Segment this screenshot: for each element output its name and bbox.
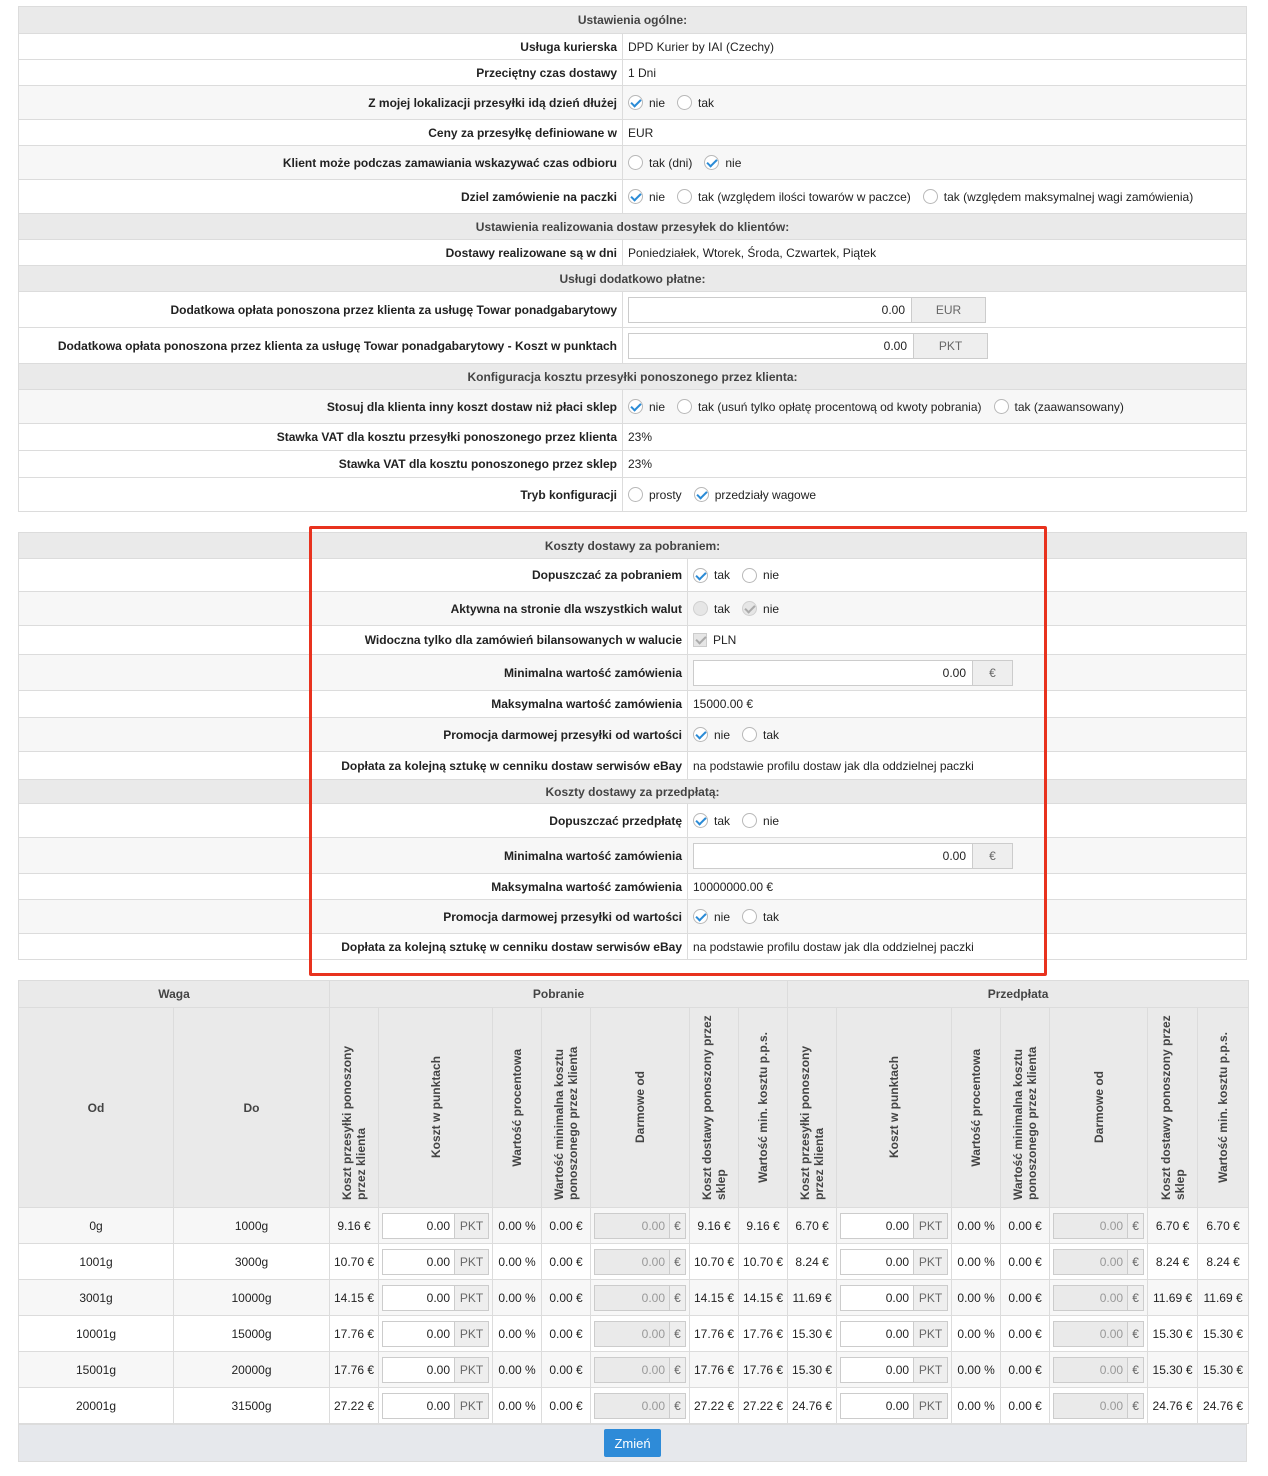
col-prepaid-min-pps: Wartość min. kosztu p.p.s. [1216, 1032, 1231, 1183]
table-cell: 9.16 € [330, 1208, 379, 1244]
radio-checked-icon[interactable] [628, 95, 643, 110]
table-cell: 11.69 € [788, 1280, 837, 1316]
free-from-input: 0.00 € [594, 1213, 686, 1239]
points-input[interactable]: 0.00 PKT [382, 1285, 489, 1311]
prepaid-min-label: Minimalna wartość zamówienia [19, 838, 688, 873]
col-prepaid-client-cost: Koszt przesyłki ponoszony przez klienta [798, 1045, 827, 1200]
table-cell: 0.00 % [493, 1244, 542, 1280]
prepaid-promo-row [19, 899, 1246, 933]
delivery-days-value: Poniedziałek, Wtorek, Środa, Czwartek, Piątek [628, 245, 877, 260]
table-cell: 10.70 € [330, 1244, 379, 1280]
extra-header: Usługi dodatkowo płatne: [19, 265, 1246, 291]
table-cell: 15.30 € [1148, 1352, 1198, 1388]
table-cell: 8.24 € [1198, 1244, 1249, 1280]
col-cod-min-pps: Wartość min. kosztu p.p.s. [756, 1032, 771, 1183]
radio-icon[interactable] [677, 189, 692, 204]
table-cell: 0.00 % [952, 1316, 1001, 1352]
table-cell: 17.76 € [690, 1316, 739, 1352]
split-weight-option[interactable]: tak (względem maksymalnej wagi zamówienia) [923, 189, 1193, 204]
prepaid-max-row [19, 873, 1246, 899]
table-cell: 20001g [19, 1388, 174, 1424]
group-cod: Pobranie [330, 981, 788, 1008]
radio-checked-icon[interactable] [693, 813, 708, 828]
prepaid-header: Koszty dostawy za przedpłatą: [19, 779, 1246, 803]
free-from-input: 0.00 € [594, 1393, 686, 1419]
prepaid-allow-tak-option[interactable]: tak [693, 813, 730, 828]
other-cost-advanced-option[interactable]: tak (zaawansowany) [994, 399, 1124, 414]
table-cell: 14.15 € [690, 1280, 739, 1316]
free-from-input: 0.00 € [1053, 1393, 1144, 1419]
col-cod-percent: Wartość procentowa [510, 1048, 524, 1167]
oversize-points-row [19, 327, 1246, 363]
oversize-points-input[interactable]: 0.00 PKT [628, 333, 988, 359]
free-from-input: 0.00 € [1053, 1213, 1144, 1239]
vat-client-label: Stawka VAT dla kosztu przesyłki ponoszonego przez klienta [19, 424, 623, 450]
table-cell: 0.00 € [542, 1388, 591, 1424]
prepaid-promo-nie-option[interactable]: nie [693, 909, 730, 924]
cod-min-label: Minimalna wartość zamówienia [19, 655, 688, 690]
form-footer [18, 1424, 1247, 1462]
cod-max-value: 15000.00 € [693, 697, 754, 711]
cod-allow-nie-option[interactable]: nie [742, 568, 779, 583]
other-cost-label: Stosuj dla klienta inny koszt dostaw niż płaci sklep [19, 390, 623, 423]
prepaid-allow-label: Dopuszczać przedpłatę [19, 804, 688, 837]
cod-active-tak-option: tak [693, 601, 730, 616]
table-cell: 0.00 % [493, 1352, 542, 1388]
prepaid-allow-nie-option[interactable]: nie [742, 813, 779, 828]
table-row [19, 1280, 1249, 1316]
radio-disabled-icon [693, 601, 708, 616]
points-input[interactable]: 0.00 PKT [840, 1249, 948, 1275]
cod-max-label: Maksymalna wartość zamówienia [19, 691, 688, 717]
table-cell: 24.76 € [788, 1388, 837, 1424]
table-cell: 17.76 € [739, 1316, 788, 1352]
radio-icon[interactable] [742, 568, 757, 583]
group-prepaid: Przedpłata [788, 981, 1249, 1008]
table-row [19, 1316, 1249, 1352]
table-cell: 0.00 € [542, 1244, 591, 1280]
table-cell: 8.24 € [788, 1244, 837, 1280]
table-cell: 14.15 € [739, 1280, 788, 1316]
table-cell: 0.00 % [952, 1352, 1001, 1388]
radio-icon[interactable] [742, 813, 757, 828]
table-cell: 1001g [19, 1244, 174, 1280]
table-cell: 15.30 € [788, 1352, 837, 1388]
radio-checked-icon[interactable] [694, 487, 709, 502]
courier-value: DPD Kurier by IAI (Czechy) [628, 39, 775, 54]
col-to: Do [174, 1008, 330, 1208]
free-from-input: 0.00 € [1053, 1321, 1144, 1347]
col-prepaid-points: Koszt w punktach [887, 1056, 902, 1159]
table-cell: 0.00 € [1001, 1244, 1050, 1280]
cod-max-row [19, 690, 1246, 717]
cod-ebay-row [19, 751, 1246, 779]
avg-time-row [19, 59, 1246, 85]
general-settings-header: Ustawienia ogólne: [19, 6, 1246, 33]
oversize-points-label: Dodatkowa opłata ponoszona przez klienta za usługę Towar ponadgabarytowy - Koszt w punktach [19, 328, 623, 363]
mode-row [19, 477, 1246, 511]
table-cell: 24.76 € [1198, 1388, 1249, 1424]
table-cell: 15.30 € [788, 1316, 837, 1352]
config-header: Konfiguracja kosztu przesyłki ponoszonego przez klienta: [19, 363, 1246, 389]
group-weight: Waga [19, 981, 330, 1008]
table-cell: 9.16 € [739, 1208, 788, 1244]
table-cell: 0g [19, 1208, 174, 1244]
table-cell: 0.00 % [952, 1388, 1001, 1424]
table-cell: 0.00 € [542, 1280, 591, 1316]
mode-simple-option[interactable]: prosty [628, 487, 682, 502]
vat-shop-row [19, 450, 1246, 477]
free-from-input: 0.00 € [594, 1321, 686, 1347]
table-cell: 0.00 % [952, 1280, 1001, 1316]
pickup-label: Klient może podczas zamawiania wskazywać czas odbioru [19, 146, 623, 179]
vat-shop-label: Stawka VAT dla kosztu ponoszonego przez sklep [19, 451, 623, 477]
prices-row [19, 119, 1246, 145]
points-input[interactable]: 0.00 PKT [840, 1357, 948, 1383]
table-cell: 1000g [174, 1208, 330, 1244]
table-cell: 15000g [174, 1316, 330, 1352]
vat-shop-value: 23% [628, 457, 653, 471]
radio-checked-icon[interactable] [704, 155, 719, 170]
cod-ebay-value: na podstawie profilu dostaw jak dla oddzielnej paczki [693, 758, 974, 773]
prices-label: Ceny za przesyłkę definiowane w [19, 120, 623, 145]
prepaid-promo-tak-option[interactable]: tak [742, 909, 779, 924]
table-cell: 10.70 € [739, 1244, 788, 1280]
col-cod-points: Koszt w punktach [428, 1056, 443, 1159]
table-cell: 0.00 % [952, 1208, 1001, 1244]
table-cell: 27.22 € [330, 1388, 379, 1424]
radio-icon[interactable] [994, 399, 1009, 414]
table-cell: 10000g [174, 1280, 330, 1316]
radio-checked-icon[interactable] [693, 909, 708, 924]
checkbox-disabled-checked-icon [693, 633, 707, 647]
col-from: Od [19, 1008, 174, 1208]
table-cell: 20000g [174, 1352, 330, 1388]
other-cost-nie-option[interactable]: nie [628, 399, 665, 414]
vat-client-row [19, 423, 1246, 450]
radio-icon[interactable] [742, 909, 757, 924]
submit-button[interactable]: Zmień [604, 1429, 660, 1457]
table-cell: 10.70 € [690, 1244, 739, 1280]
cod-promo-nie-option[interactable]: nie [693, 727, 730, 742]
cod-header: Koszty dostawy za pobraniem: [19, 532, 1246, 558]
points-input[interactable]: 0.00 PKT [382, 1213, 489, 1239]
table-cell: 0.00 % [493, 1316, 542, 1352]
delivery-header: Ustawienia realizowania dostaw przesyłek do klientów: [19, 213, 1246, 239]
table-cell: 0.00 € [542, 1352, 591, 1388]
delivery-days-label: Dostawy realizowane są w dni [19, 240, 623, 265]
courier-label: Usługa kurierska [19, 34, 623, 59]
table-cell: 10001g [19, 1316, 174, 1352]
cod-visible-pln-checkbox: PLN [693, 633, 736, 647]
table-cell: 17.76 € [690, 1352, 739, 1388]
location-tak-option[interactable]: tak [677, 95, 714, 110]
oversize-fee-row [19, 291, 1246, 327]
table-cell: 15001g [19, 1352, 174, 1388]
cod-visible-row [19, 625, 1246, 654]
table-row [19, 1208, 1249, 1244]
radio-checked-icon[interactable] [628, 399, 643, 414]
table-cell: 17.76 € [330, 1316, 379, 1352]
table-row [19, 1352, 1249, 1388]
prepaid-ebay-label: Dopłata za kolejną sztukę w cenniku dostaw serwisów eBay [19, 934, 688, 959]
table-cell: 0.00 % [493, 1388, 542, 1424]
split-count-option[interactable]: tak (względem ilości towarów w paczce) [677, 189, 911, 204]
points-input[interactable]: 0.00 PKT [382, 1321, 489, 1347]
table-cell: 15.30 € [1148, 1316, 1198, 1352]
free-from-input: 0.00 € [594, 1249, 686, 1275]
prices-value: EUR [628, 125, 654, 140]
table-cell: 0.00 % [952, 1244, 1001, 1280]
oversize-fee-input[interactable]: 0.00 EUR [628, 297, 986, 323]
free-from-input: 0.00 € [594, 1285, 686, 1311]
mode-label: Tryb konfiguracji [19, 478, 623, 511]
location-label: Z mojej lokalizacji przesyłki idą dzień dłużej [19, 86, 623, 119]
table-cell: 0.00 % [493, 1280, 542, 1316]
table-cell: 0.00 € [1001, 1280, 1050, 1316]
table-cell: 6.70 € [1198, 1208, 1249, 1244]
cod-active-label: Aktywna na stronie dla wszystkich walut [19, 592, 688, 625]
table-cell: 0.00 € [1001, 1388, 1050, 1424]
free-from-input: 0.00 € [1053, 1285, 1144, 1311]
cod-ebay-label: Dopłata za kolejną sztukę w cenniku dostaw serwisów eBay [19, 752, 688, 779]
radio-icon[interactable] [628, 155, 643, 170]
free-from-input: 0.00 € [1053, 1249, 1144, 1275]
table-row [19, 1388, 1249, 1424]
cod-promo-label: Promocja darmowej przesyłki od wartości [19, 718, 688, 751]
radio-checked-icon[interactable] [693, 727, 708, 742]
location-nie-option[interactable]: nie [628, 95, 665, 110]
table-row [19, 1244, 1249, 1280]
radio-icon[interactable] [628, 487, 643, 502]
col-cod-shop-cost: Koszt dostawy ponoszony przez sklep [700, 1015, 728, 1200]
prepaid-min-row [19, 837, 1246, 873]
prepaid-ebay-row [19, 933, 1246, 959]
table-cell: 27.22 € [690, 1388, 739, 1424]
points-input[interactable]: 0.00 PKT [840, 1285, 948, 1311]
courier-row [19, 33, 1246, 59]
table-cell: 14.15 € [330, 1280, 379, 1316]
table-cell: 0.00 € [1001, 1208, 1050, 1244]
table-cell: 3000g [174, 1244, 330, 1280]
cod-active-row [19, 591, 1246, 625]
cod-promo-tak-option[interactable]: tak [742, 727, 779, 742]
table-cell: 17.76 € [739, 1352, 788, 1388]
prepaid-ebay-value: na podstawie profilu dostaw jak dla oddzielnej paczki [693, 939, 974, 954]
radio-checked-icon[interactable] [628, 189, 643, 204]
points-input[interactable]: 0.00 PKT [840, 1213, 948, 1239]
delivery-days-row [19, 239, 1246, 265]
table-cell: 0.00 % [493, 1208, 542, 1244]
points-input[interactable]: 0.00 PKT [382, 1357, 489, 1383]
table-cell: 27.22 € [739, 1388, 788, 1424]
split-row [19, 179, 1246, 213]
table-cell: 0.00 € [542, 1208, 591, 1244]
cod-min-row [19, 654, 1246, 690]
mode-weights-option[interactable]: przedziały wagowe [694, 487, 816, 502]
table-cell: 0.00 € [542, 1316, 591, 1352]
table-cell: 11.69 € [1198, 1280, 1249, 1316]
split-nie-option[interactable]: nie [628, 189, 665, 204]
location-row [19, 85, 1246, 119]
general-settings-panel [18, 6, 1247, 512]
radio-icon[interactable] [742, 727, 757, 742]
free-from-input: 0.00 € [594, 1357, 686, 1383]
table-group-header [19, 981, 1249, 1008]
cod-allow-label: Dopuszczać za pobraniem [19, 559, 688, 591]
oversize-fee-label: Dodatkowa opłata ponoszona przez klienta za usługę Towar ponadgabarytowy [19, 292, 623, 327]
table-cell: 6.70 € [1148, 1208, 1198, 1244]
table-cell: 24.76 € [1148, 1388, 1198, 1424]
avg-time-label: Przeciętny czas dostawy [19, 60, 623, 85]
prepaid-min-input[interactable]: 0.00 € [693, 843, 1013, 869]
col-prepaid-percent: Wartość procentowa [969, 1048, 984, 1167]
other-cost-row [19, 389, 1246, 423]
other-cost-remove-pct-option[interactable]: tak (usuń tylko opłatę procentową od kwoty pobrania) [677, 399, 982, 414]
col-cod-min-client: Wartość minimalna kosztu ponoszonego przez klienta [552, 1046, 580, 1200]
table-cell: 11.69 € [1148, 1280, 1198, 1316]
col-prepaid-min-client: Wartość minimalna kosztu ponoszonego przez klienta [1011, 1046, 1040, 1200]
table-column-header [19, 1008, 1249, 1208]
points-input[interactable]: 0.00 PKT [840, 1321, 948, 1347]
table-cell: 15.30 € [1198, 1352, 1249, 1388]
cod-visible-label: Widoczna tylko dla zamówień bilansowanych w walucie [19, 626, 688, 654]
free-from-input: 0.00 € [1053, 1357, 1144, 1383]
points-input[interactable]: 0.00 PKT [382, 1249, 489, 1275]
table-cell: 31500g [174, 1388, 330, 1424]
cod-allow-row [19, 558, 1246, 591]
table-cell: 9.16 € [690, 1208, 739, 1244]
prepaid-promo-label: Promocja darmowej przesyłki od wartości [19, 900, 688, 933]
table-cell: 0.00 € [1001, 1352, 1050, 1388]
table-cell: 0.00 € [1001, 1316, 1050, 1352]
col-prepaid-free-from: Darmowe od [1091, 1071, 1106, 1144]
prepaid-max-value: 10000000.00 € [693, 879, 774, 894]
split-label: Dziel zamówienie na paczki [19, 180, 623, 213]
table-cell: 17.76 € [330, 1352, 379, 1388]
table-cell: 6.70 € [788, 1208, 837, 1244]
avg-time-value: 1 Dni [628, 65, 657, 80]
vat-client-value: 23% [628, 430, 653, 444]
radio-disabled-checked-icon [742, 601, 757, 616]
cod-promo-row [19, 717, 1246, 751]
pickup-row [19, 145, 1246, 179]
col-cod-free-from: Darmowe od [633, 1071, 647, 1144]
weight-ranges-table [18, 980, 1249, 1424]
points-input[interactable]: 0.00 PKT [382, 1393, 489, 1419]
prepaid-allow-row [19, 803, 1246, 837]
pickup-tak-option[interactable]: tak (dni) [628, 155, 692, 170]
radio-icon[interactable] [677, 399, 692, 414]
cod-allow-tak-option[interactable]: tak [693, 568, 730, 583]
table-cell: 3001g [19, 1280, 174, 1316]
col-prepaid-shop-cost: Koszt dostawy ponoszony przez sklep [1158, 1015, 1187, 1200]
prepaid-max-label: Maksymalna wartość zamówienia [19, 874, 688, 899]
cod-min-input[interactable]: 0.00 € [693, 660, 1013, 686]
points-input[interactable]: 0.00 PKT [840, 1393, 948, 1419]
cod-active-nie-option: nie [742, 601, 779, 616]
pickup-nie-option[interactable]: nie [704, 155, 741, 170]
table-cell: 8.24 € [1148, 1244, 1198, 1280]
table-cell: 15.30 € [1198, 1316, 1249, 1352]
col-cod-client-cost: Koszt przesyłki ponoszony przez klienta [340, 1045, 368, 1200]
radio-icon[interactable] [677, 95, 692, 110]
radio-icon[interactable] [923, 189, 938, 204]
payment-costs-panel [18, 532, 1247, 960]
radio-checked-icon[interactable] [693, 568, 708, 583]
